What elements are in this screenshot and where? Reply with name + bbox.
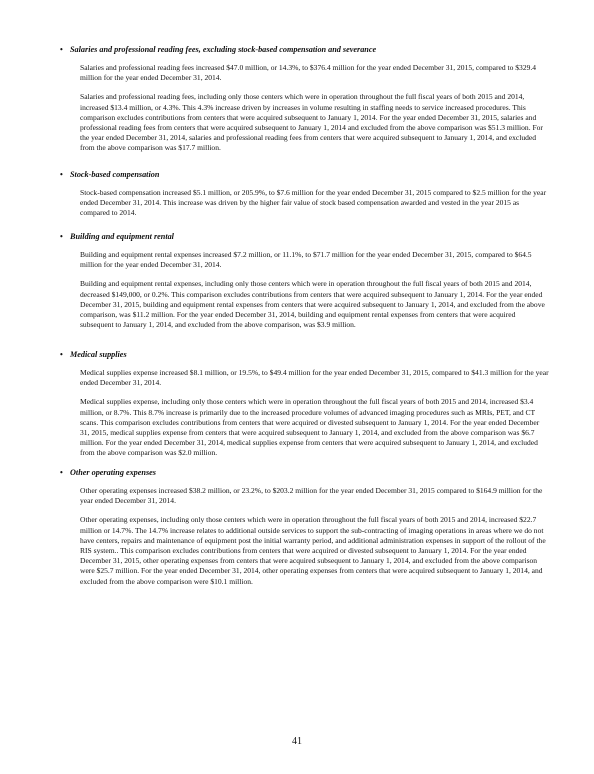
bullet-icon: • [60,232,63,241]
heading-text: Stock-based compensation [70,170,160,179]
paragraph: Other operating expenses increased $38.2 million, or 23.2%, to $203.2 million for the year ended December 31, 2015 compared to $164.9 million for the year ended December 31, 2014. [80,486,543,506]
bullet-icon: • [60,45,63,54]
heading-text: Medical supplies [70,350,127,359]
heading-text: Other operating expenses [70,468,156,477]
paragraph: Salaries and professional reading fees, including only those centers which were in operation throughout the full fiscal years of both 2015 and 2014, increased $13.4 million, or 4.3%. This 4.3% increase driven by increases in volume resulting in staffing needs to service increased procedures. This comparison excludes contributions from centers that were acquired subsequent to January 1, 2014. For the year ended December 31, 2015, salaries and professional reading fees from centers that were acquired subsequent to January 1, 2014 and excluded from the above comparison was $51.3 million. For the year ended December 31, 2014, salaries and professional reading fees from centers that were acquired subsequent to January 1, 2014, and excluded from the above comparison was $17.7 million. [80,92,543,153]
page-number: 41 [292,736,302,747]
paragraph: Other operating expenses, including only those centers which were in operation throughout the full fiscal years of both 2015 and 2014, increased $22.7 million or 14.7%. The 14.7% increase relates to additional outside services to support the sub-contracting of imaging operations in areas where we do not have centers, repairs and maintenance of equipment post the initial warranty period, and additional administration expenses in support of the rollout of the RIS system.. This comparison excludes contributions from centers that were acquired or divested subsequent to January 1, 2014. For the year ended December 31, 2015, other operating expenses from centers that were acquired subsequent to January 1, 2014, and excluded from the above comparison were $25.7 million. For the year ended December 31, 2014, other operating expenses from centers that were acquired subsequent to January 1, 2014, and excluded from the above comparison were $10.1 million. [80,515,546,586]
paragraph: Building and equipment rental expenses, including only those centers which were in operation throughout the full fiscal years of both 2015 and 2014, decreased $149,000, or 0.2%. This comparison excludes contributions from centers that were acquired subsequent to January 1, 2014. For the year ended December 31, 2015, building and equipment rental expenses from centers that were acquired subsequent to January 1, 2014, and excluded from the above comparison, was $11.2 million. For the year ended December 31, 2014, building and equipment rental expenses from centers that were acquired subsequent to January 1, 2014, and excluded from the above comparison, was $3.9 million. [80,279,545,330]
section-salaries [60,44,550,154]
section-heading [60,169,550,180]
section-medical-supplies [60,349,550,459]
bullet-icon: • [60,170,63,179]
section-heading [60,44,550,55]
heading-text: Building and equipment rental [70,232,174,241]
section-heading [60,467,550,478]
heading-text: Salaries and professional reading fees, excluding stock-based compensation and severance [70,45,377,54]
bullet-icon: • [60,350,63,359]
paragraph: Salaries and professional reading fees increased $47.0 million, or 14.3%, to $376.4 million for the year ended December 31, 2015, compared to $329.4 million for the year ended December 31, 2014. [80,63,537,83]
paragraph: Medical supplies expense, including only those centers which were in operation throughout the full fiscal years of both 2015 and 2014, increased $3.4 million, or 8.7%. This 8.7% increase is primarily due to the increased procedure volumes of advanced imaging procedures such as MRIs, PET, and CT scans. This comparison excludes contributions from centers that were acquired or divested subsequent to January 1, 2014. For the year ended December 31, 2015, medical supplies expense from centers that were acquired subsequent to January 1, 2014, and excluded from the above comparison was $6.7 million. For the year ended December 31, 2014, medical supplies expense from centers that were acquired subsequent to January 1, 2014, and excluded from the above comparison was $2.0 million. [80,397,540,458]
section-building-equipment-rental [60,231,550,330]
section-heading [60,349,550,360]
section-heading [60,231,550,242]
bullet-icon: • [60,468,63,477]
paragraph: Building and equipment rental expenses increased $7.2 million, or 11.1%, to $71.7 million for the year ended December 31, 2015, compared to $64.5 million for the year ended December 31, 2014. [80,250,532,270]
section-stock-based-compensation [60,169,550,219]
paragraph: Medical supplies expense increased $8.1 million, or 19.5%, to $49.4 million for the year ended December 31, 2015, compared to $41.3 million for the year ended December 31, 2014. [80,368,549,388]
paragraph: Stock-based compensation increased $5.1 million, or 205.9%, to $7.6 million for the year ended December 31, 2015 compared to $2.5 million for the year ended December 31, 2014. This increase was driven by the higher fair value of stock based compensation awarded and vested in the year 2015 as compared to 2014. [80,188,547,218]
section-other-operating-expenses [60,467,550,587]
